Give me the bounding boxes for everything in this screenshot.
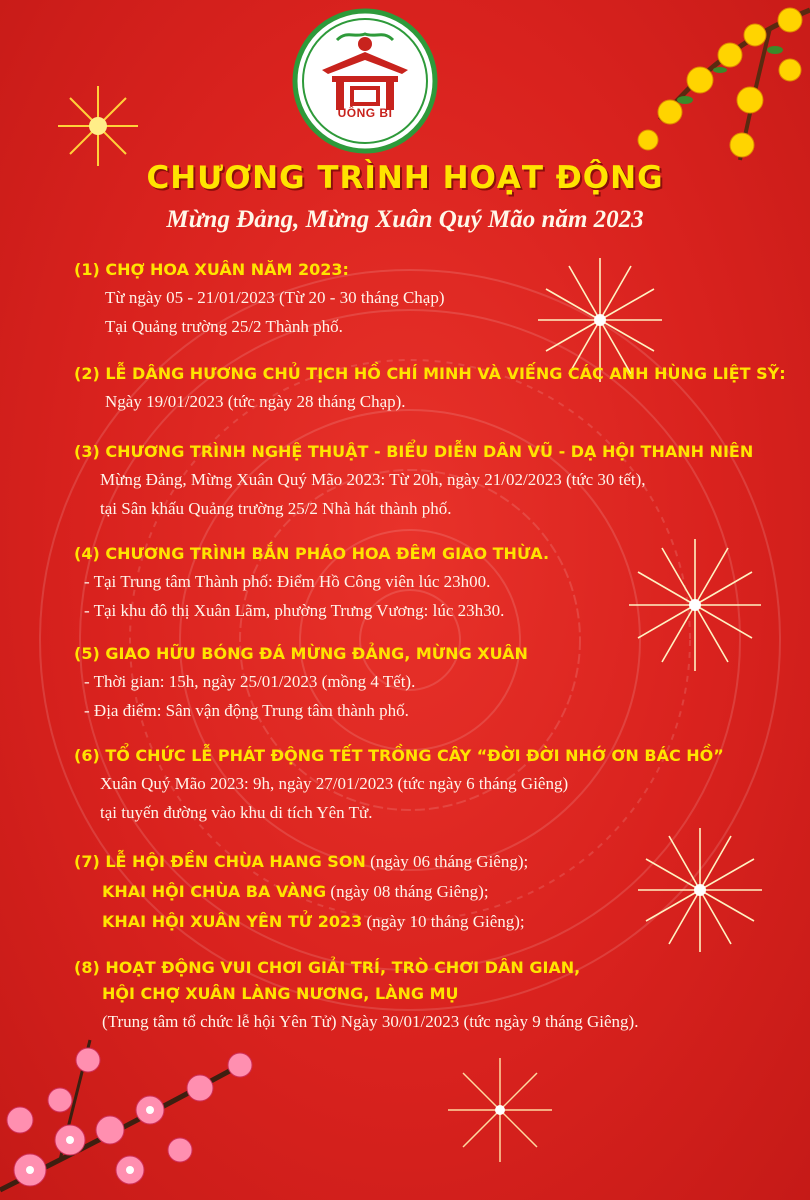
program-item-line: - Địa điểm: Sân vận động Trung tâm thành phố.: [84, 701, 409, 720]
program-item-line: Tại Quảng trường 25/2 Thành phố.: [105, 317, 343, 336]
program-item-4: [74, 541, 774, 625]
firework-icon: [440, 1050, 560, 1170]
program-item-6: [74, 743, 774, 827]
logo-name: UÔNG BÍ: [337, 106, 393, 120]
program-item-3: [74, 439, 774, 523]
program-item-7: [74, 847, 774, 937]
program-item-row: [74, 907, 774, 937]
peach-blossom-icon: [0, 1020, 260, 1200]
city-logo-icon: [292, 8, 438, 154]
apricot-blossom-icon: [590, 0, 810, 180]
program-item-line: - Tại Trung tâm Thành phố: Điểm Hồ Công viên lúc 23h00.: [84, 572, 491, 591]
program-item-line: (Trung tâm tổ chức lễ hội Yên Tử) Ngày 30/01/2023 (tức ngày 9 tháng Giêng).: [102, 1012, 639, 1031]
program-item-heading: HỘI CHỢ XUÂN LÀNG NƯƠNG, LÀNG MỤ: [102, 984, 459, 1003]
program-item-heading: (2) LỄ DÂNG HƯƠNG CHỦ TỊCH HỒ CHÍ MINH VÀ VIẾNG CÁC ANH HÙNG LIỆT SỸ:: [74, 364, 786, 383]
program-item-note: (ngày 10 tháng Giêng);: [362, 912, 525, 931]
program-item-line: Ngày 19/01/2023 (tức ngày 28 tháng Chạp).: [105, 392, 406, 411]
program-item-8: [74, 955, 774, 1036]
program-item-line: Từ ngày 05 - 21/01/2023 (Từ 20 - 30 tháng Chạp): [105, 288, 445, 307]
program-item-heading: (1) CHỢ HOA XUÂN NĂM 2023:: [74, 260, 349, 279]
program-item-heading: (3) CHƯƠNG TRÌNH NGHỆ THUẬT - BIỂU DIỄN DÂN VŨ - DẠ HỘI THANH NIÊN: [74, 442, 754, 461]
page-subtitle: Mừng Đảng, Mừng Xuân Quý Mão năm 2023: [166, 206, 644, 233]
program-item-1: [74, 257, 774, 341]
program-item-line: Mừng Đảng, Mừng Xuân Quý Mão 2023: Từ 20h, ngày 21/02/2023 (tức 30 tết),: [100, 470, 646, 489]
program-item-2: [74, 361, 786, 416]
program-item-note: (ngày 08 tháng Giêng);: [326, 882, 489, 901]
program-item-row: [74, 877, 774, 907]
program-item-line: tại tuyến đường vào khu di tích Yên Tử.: [100, 803, 373, 822]
program-item-line: - Tại khu đô thị Xuân Lãm, phường Trưng Vương: lúc 23h30.: [84, 601, 505, 620]
program-item-heading: KHAI HỘI XUÂN YÊN TỬ 2023: [102, 912, 363, 931]
program-item-heading: (8) HOẠT ĐỘNG VUI CHƠI GIẢI TRÍ, TRÒ CHƠI DÂN GIAN,: [74, 958, 581, 977]
program-item-heading: (4) CHƯƠNG TRÌNH BẮN PHÁO HOA ĐÊM GIAO THỪA.: [74, 544, 550, 563]
program-item-heading: KHAI HỘI CHÙA BA VÀNG: [102, 882, 327, 901]
program-item-heading: (7) LỄ HỘI ĐỀN CHÙA HANG SON: [74, 852, 366, 871]
program-item-line: Xuân Quý Mão 2023: 9h, ngày 27/01/2023 (tức ngày 6 tháng Giêng): [100, 774, 569, 793]
program-item-note: (ngày 06 tháng Giêng);: [365, 852, 529, 871]
program-item-line: tại Sân khấu Quảng trường 25/2 Nhà hát thành phố.: [100, 499, 452, 518]
program-item-heading: (5) GIAO HỮU BÓNG ĐÁ MỪNG ĐẢNG, MỪNG XUÂN: [74, 644, 528, 663]
page-title: CHƯƠNG TRÌNH HOẠT ĐỘNG: [146, 160, 664, 196]
program-item-row: [74, 847, 774, 877]
program-item-heading: (6) TỔ CHỨC LỄ PHÁT ĐỘNG TẾT TRỒNG CÂY “ĐỜI ĐỜI NHỚ ƠN BÁC HỒ”: [74, 746, 724, 765]
program-item-line: - Thời gian: 15h, ngày 25/01/2023 (mồng 4 Tết).: [84, 672, 416, 691]
program-item-5: [74, 641, 774, 725]
